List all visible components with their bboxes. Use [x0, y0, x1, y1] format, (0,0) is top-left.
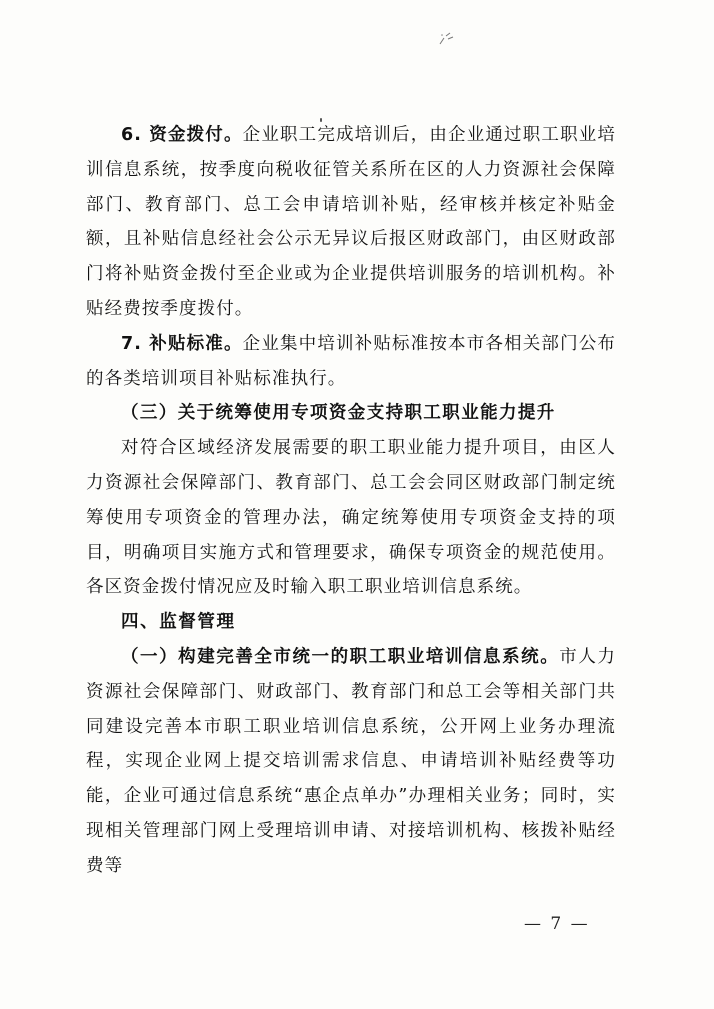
paragraph-lead: 7. 补贴标准。 — [121, 333, 243, 354]
paragraph-subsidy-standard — [86, 327, 616, 397]
paragraph-special-funds — [86, 431, 616, 605]
paragraph-text: 对符合区域经济发展需要的职工职业能力提升项目，由区人力资源社会保障部门、教育部门、总工会会同区财政部门制定统筹使用专项资金的管理办法，确定统筹使用专项资金支持的项目，明确项目实施方式和管理要求，确保专项资金的规范使用。各区资金拨付情况应及时输入职工职业培训信息系统。 — [86, 438, 616, 598]
document-body — [86, 118, 616, 884]
paragraph-text: 企业职工完成培训后，由企业通过职工职业培训信息系统，按季度向税收征管关系所在区的人力资源社会保障部门、教育部门、总工会申请培训补贴，经审核并核定补贴金额，且补贴信息经社会公示无异议后报区财政部门，由区财政部门将补贴资金拨付至企业或为企业提供培训服务的培训机构。补贴经费按季度拨付。 — [86, 125, 617, 319]
paragraph-lead: （一）构建完善全市统一的职工职业培训信息系统。 — [121, 646, 560, 667]
section-heading: 四、监督管理 — [121, 612, 236, 633]
paragraph-fund-disbursement — [86, 118, 616, 327]
paragraph-text: 市人力资源社会保障部门、财政部门、教育部门和总工会等相关部门共同建设完善本市职工职业培训信息系统，公开网上业务办理流程，实现企业网上提交培训需求信息、申请培训补贴经费等功能，企业可通过信息系统“惠企点单办”办理相关业务；同时，实现相关管理部门网上受理培训申请、对接培训机构、核拨补贴经费等 — [86, 646, 616, 876]
scan-mark-icon — [436, 30, 456, 48]
subsection-heading: （三）关于统筹使用专项资金支持职工职业能力提升 — [121, 403, 556, 424]
paragraph-info-system — [86, 640, 616, 884]
paragraph-text: 企业集中培训补贴标准按本市各相关部门公布的各类培训项目补贴标准执行。 — [86, 333, 617, 389]
page-number: — 7 — — [524, 914, 590, 934]
paragraph-lead: 6. 资金拨付。 — [121, 125, 243, 145]
